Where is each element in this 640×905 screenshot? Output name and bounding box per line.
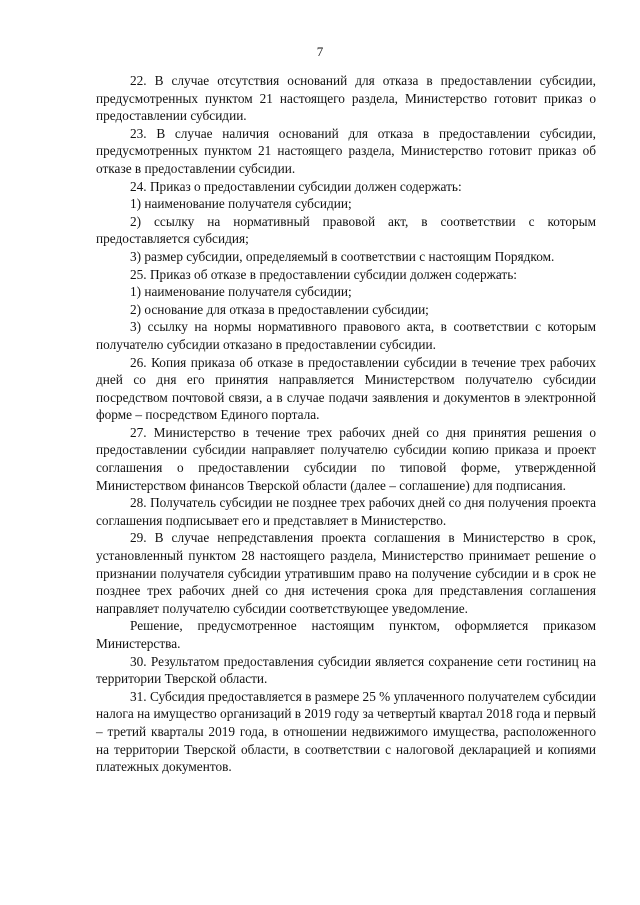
paragraph-24: 24. Приказ о предоставлении субсидии должен содержать:: [130, 178, 462, 194]
paragraph-23: 23. В случае наличия оснований для отказа в предоставлении субсидии, предусмотренных пунктом 21 настоящего раздела, Министерство готовит приказ об отказе в предоставлении субсидии.: [96, 125, 596, 176]
paragraph-25-item-1: 1) наименование получателя субсидии;: [130, 284, 352, 300]
paragraph-25: 25. Приказ об отказе в предоставлении субсидии должен содержать:: [130, 266, 517, 282]
paragraph-22: 22. В случае отсутствия оснований для отказа в предоставлении субсидии, предусмотренных пунктом 21 настоящего раздела, Министерство готовит приказ о предоставлении субсидии.: [96, 73, 596, 124]
paragraph-30: 30. Результатом предоставления субсидии является сохранение сети гостиниц на территории Тверской области.: [96, 653, 596, 687]
page-number: 7: [316, 44, 324, 59]
paragraph-29: 29. В случае непредставления проекта соглашения в Министерство в срок, установленный пунктом 28 настоящего раздела, Министерство принимает решение о признании получателя субсидии утратившим право на получение субсидии и в срок не позднее трех рабочих дней со дня истечения срока для представления соглашения направляет получателю субсидии соответствующее уведомление.: [96, 530, 596, 616]
paragraph-24-item-2: 2) ссылку на нормативный правовой акт, в соответствии с которым предоставляется субсидия;: [96, 213, 596, 247]
paragraph-24-item-1: 1) наименование получателя субсидии;: [130, 196, 352, 212]
paragraph-26: 26. Копия приказа об отказе в предоставлении субсидии в течение трех рабочих дней со дня его принятия направляется Министерством получателю субсидии посредством почтовой связи, а в случае подачи заявления и документов в электронной форме – посредством Единого портала.: [96, 354, 596, 423]
paragraph-25-item-2: 2) основание для отказа в предоставлении субсидии;: [130, 301, 429, 317]
paragraph-28: 28. Получатель субсидии не позднее трех рабочих дней со дня получения проекта соглашения подписывает его и представляет в Министерство.: [96, 495, 596, 528]
paragraph-25-item-3: 3) ссылку на нормы нормативного правового акта, в соответствии с которым получателю субсидии отказано в предоставлении субсидии.: [96, 319, 596, 352]
document-body: [96, 72, 596, 776]
paragraph-24-item-3: 3) размер субсидии, определяемый в соответствии с настоящим Порядком.: [130, 248, 555, 264]
paragraph-29-note: Решение, предусмотренное настоящим пунктом, оформляется приказом Министерства.: [96, 618, 596, 651]
paragraph-27: 27. Министерство в течение трех рабочих дней со дня принятия решения о предоставлении субсидии направляет получателю субсидии копию приказа и проект соглашения о предоставлении субсидии по типовой форме, утвержденной Министерством финансов Тверской области (далее – соглашение) для подписания.: [96, 424, 596, 493]
paragraph-31: 31. Субсидия предоставляется в размере 25 % уплаченного получателем субсидии налога на имущество организаций в 2019 году за четвертый квартал 2018 года и первый – третий кварталы 2019 года, в отношении недвижимого имущества, расположенного на территории Тверской области, в соответствии с налоговой декларацией и копиями платежных документов.: [96, 688, 596, 775]
